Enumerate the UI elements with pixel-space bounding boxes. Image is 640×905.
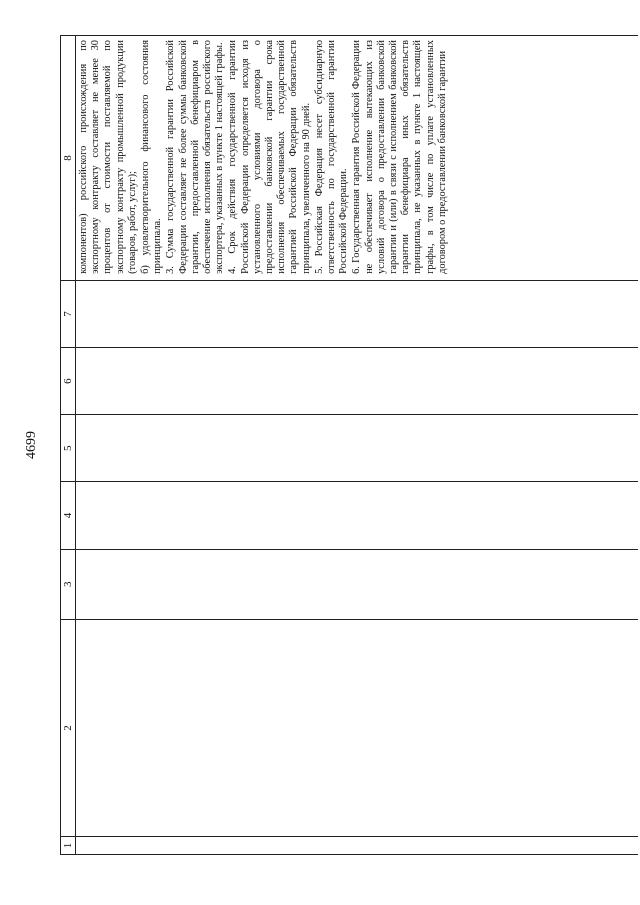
- column-header-8: 8: [61, 36, 76, 281]
- table-cell-col-7: [76, 280, 639, 347]
- table-cell-col-8: [76, 36, 639, 281]
- table-cell-col-5: [76, 415, 639, 482]
- table-cell-col-3: [76, 549, 639, 619]
- column-header-3: 3: [61, 549, 76, 619]
- table-row: [76, 36, 639, 855]
- paragraph-4-guarantee-term: 4. Срок действия государственной гарантии Российской Федерации определяется исходя из установленного условиями договора о предоставлении банковской гарантии срока исполнения обеспечиваемых государственной гарантией Российской Федерации обязательств принципала, увеличенного на 90 дней.: [227, 40, 312, 274]
- column-header-5: 5: [61, 415, 76, 482]
- table-header-row: [61, 36, 76, 855]
- column-header-1: 1: [61, 836, 76, 854]
- column-header-2: 2: [61, 619, 76, 836]
- paragraph-5-subsidiary-liability: 5. Российская Федерация несет субсидиарную ответственность по государственной гарантии Российской Федерации.: [313, 40, 350, 274]
- column-header-6: 6: [61, 348, 76, 415]
- document-page: [20, 15, 630, 875]
- guarantee-table: [60, 35, 638, 855]
- paragraph-continuation: компонентов) российского происхождения по экспортному контракту составляет не менее 30 процентов от стоимости поставляемой по экспортному контракту промышленной продукции (товаров, работ, услуг);: [78, 40, 138, 274]
- paragraph-6-exclusions: 6. Государственная гарантия Российской Федерации не обеспечивает исполнение вытекающих из условий договора о предоставлении банковской гарантии и (или) в связи с исполнением банковской гарантии бенефициара иных обязательств принципала, не указанных в пункте 1 настоящей графы, в том числе по уплате установленных договором о предоставлении банковской гарантии: [351, 40, 448, 274]
- column-header-4: 4: [61, 482, 76, 549]
- column-header-7: 7: [61, 280, 76, 347]
- page-number: 4699: [24, 431, 39, 459]
- paragraph-condition-b: б) удовлетворительного финансового состояния принципала.: [140, 40, 164, 274]
- table-cell-col-1: [76, 836, 639, 854]
- paragraph-3-guarantee-amount: 3. Сумма государственной гарантии Российской Федерации составляет не более суммы банковской гарантии, предоставленной бенефициаром в обеспечение исполнения обязательств российского экспортера, указанных в пункте 1 настоящей графы.: [165, 40, 226, 274]
- table-cell-col-4: [76, 482, 639, 549]
- table-cell-col-6: [76, 348, 639, 415]
- table-cell-col-2: [76, 619, 639, 836]
